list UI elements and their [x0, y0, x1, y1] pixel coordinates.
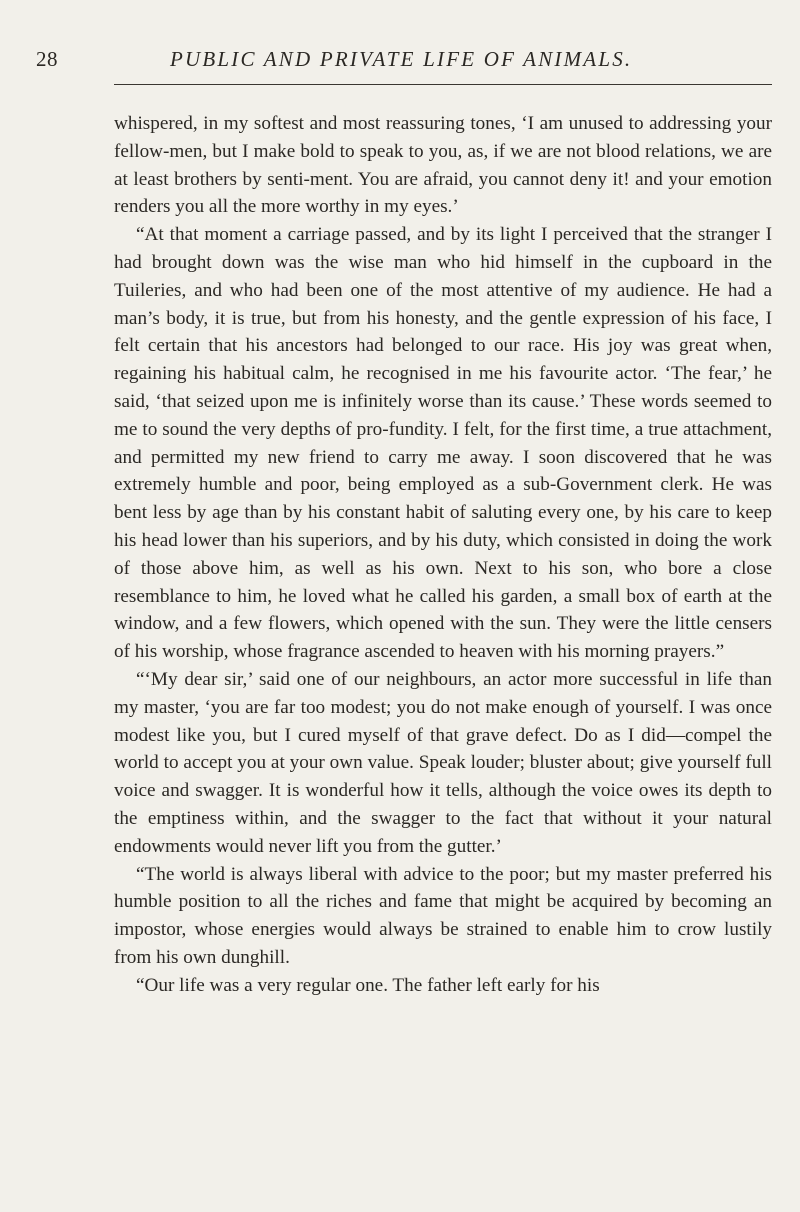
body-text: [114, 110, 772, 1000]
paragraph: “‘My dear sir,’ said one of our neighbours, an actor more successful in life than my master, ‘you are far too modest; you do not make enough of yourself. I was once modest like you, but I cured myself of that grave defect. Do as I did—compel the world to accept you at your own value. Speak louder; bluster about; give yourself full voice and swagger. It is wonderful how it tells, although the voice owes its depth to the emptiness within, and the swagger to the fact that without it your natural endowments would never lift you from the gutter.’: [114, 668, 772, 857]
running-title: PUBLIC AND PRIVATE LIFE OF ANIMALS.: [170, 47, 633, 71]
paragraph-continued: whispered, in my softest and most reassuring tones, ‘I am unused to addressing your fellow-men, but I make bold to speak to you, as, if we are not blood relations, we are at least brothers by senti-ment. You are afraid, you cannot deny it! and your emotion renders you all the more worthy in my eyes.’: [114, 113, 772, 218]
page-number: 28: [36, 47, 58, 71]
header-rule: [114, 84, 772, 85]
paragraph: “Our life was a very regular one. The father left early for his: [136, 974, 600, 996]
running-head: [0, 47, 800, 77]
paragraph: “At that moment a carriage passed, and by its light I perceived that the stranger I had brought down was the wise man who hid himself in the cupboard in the Tuileries, and who had been one of the most attentive of my audience. He had a man’s body, it is true, but from his honesty, and the gentle expression of his face, I felt certain that his ancestors had belonged to our race. His joy was great when, regaining his habitual calm, he recognised in me his favourite actor. ‘The fear,’ he said, ‘that seized upon me is infinitely worse than its cause.’ These words seemed to me to sound the very depths of pro-fundity. I felt, for the first time, a true attachment, and permitted my new friend to carry me away. I soon discovered that he was extremely humble and poor, being employed as a sub-Government clerk. He was bent less by age than by his constant habit of saluting every one, by his care to keep his head lower than his superiors, and by his duty, which consisted in doing the work of those above him, as well as his own. Next to his son, who bore a close resemblance to him, he loved what he called his garden, a small box of earth at the window, and a few flowers, which opened with the sun. They were the little censers of his worship, whose fragrance ascended to heaven with his morning prayers.”: [114, 224, 772, 663]
paragraph: “The world is always liberal with advice to the poor; but my master preferred his humble position to all the riches and fame that might be acquired by becoming an impostor, whose energies would always be strained to enable him to crow lustily from his own dunghill.: [114, 863, 772, 968]
